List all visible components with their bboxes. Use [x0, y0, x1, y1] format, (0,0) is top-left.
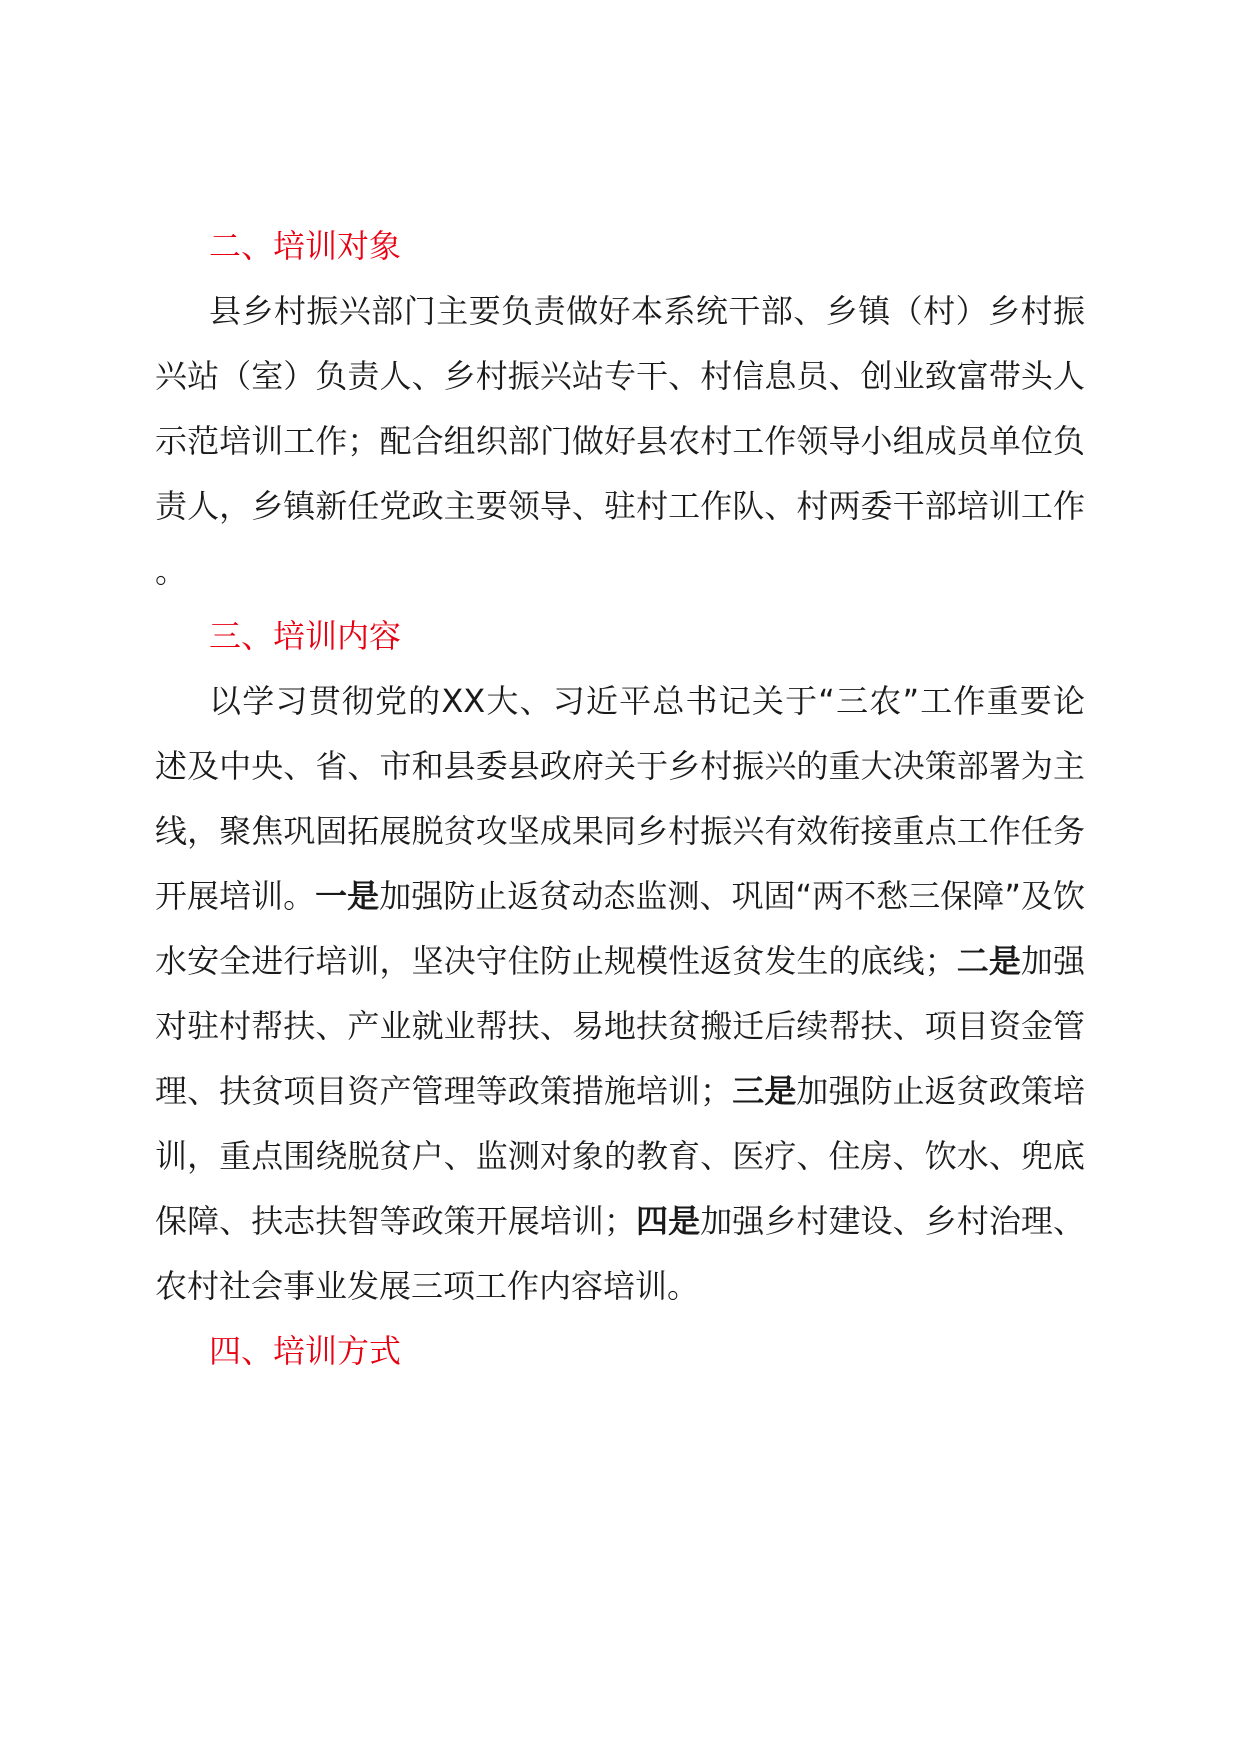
point-text-3: 加强防止返贫政策培训，重点围绕脱贫户、监测对象的教育、医疗、住房、饮水、兜底保障、扶志扶智等政策开展培训； — [155, 1072, 1085, 1240]
point-label-3: 三是 — [732, 1072, 797, 1110]
point-text-4: 加强乡村建设、乡村治理、农村社会事业发展三项工作内容培训。 — [155, 1202, 1085, 1305]
paragraph-training-targets: 县乡村振兴部门主要负责做好本系统干部、乡镇（村）乡村振兴站（室）负责人、乡村振兴站专干、村信息员、创业致富带头人示范培训工作；配合组织部门做好县农村工作领导小组成员单位负责人，乡镇新任党政主要领导、驻村工作队、村两委干部培训工作。 — [155, 292, 1085, 590]
document-body — [155, 214, 1085, 1384]
point-text-2: 加强对驻村帮扶、产业就业帮扶、易地扶贫搬迁后续帮扶、项目资金管理、扶贫项目资产管理等政策措施培训； — [155, 942, 1085, 1110]
point-text-1: 加强防止返贫动态监测、巩固“两不愁三保障”及饮水安全进行培训，坚决守住防止规模性返贫发生的底线； — [155, 877, 1085, 980]
section-heading-training-methods: 四、培训方式 — [209, 1332, 402, 1370]
content-intro-text: 以学习贯彻党的XX大、习近平总书记关于“三农”工作重要论述及中央、省、市和县委县政府关于乡村振兴的重大决策部署为主线，聚焦巩固拓展脱贫攻坚成果同乡村振兴有效衔接重点工作任务开展培训。 — [155, 682, 1085, 915]
section-heading-training-targets: 二、培训对象 — [209, 227, 402, 265]
paragraph-training-content — [155, 669, 1085, 1319]
point-label-4: 四是 — [635, 1202, 701, 1240]
section-heading-training-content: 三、培训内容 — [209, 617, 402, 655]
point-label-1: 一是 — [315, 877, 380, 915]
point-label-2: 二是 — [956, 942, 1021, 980]
